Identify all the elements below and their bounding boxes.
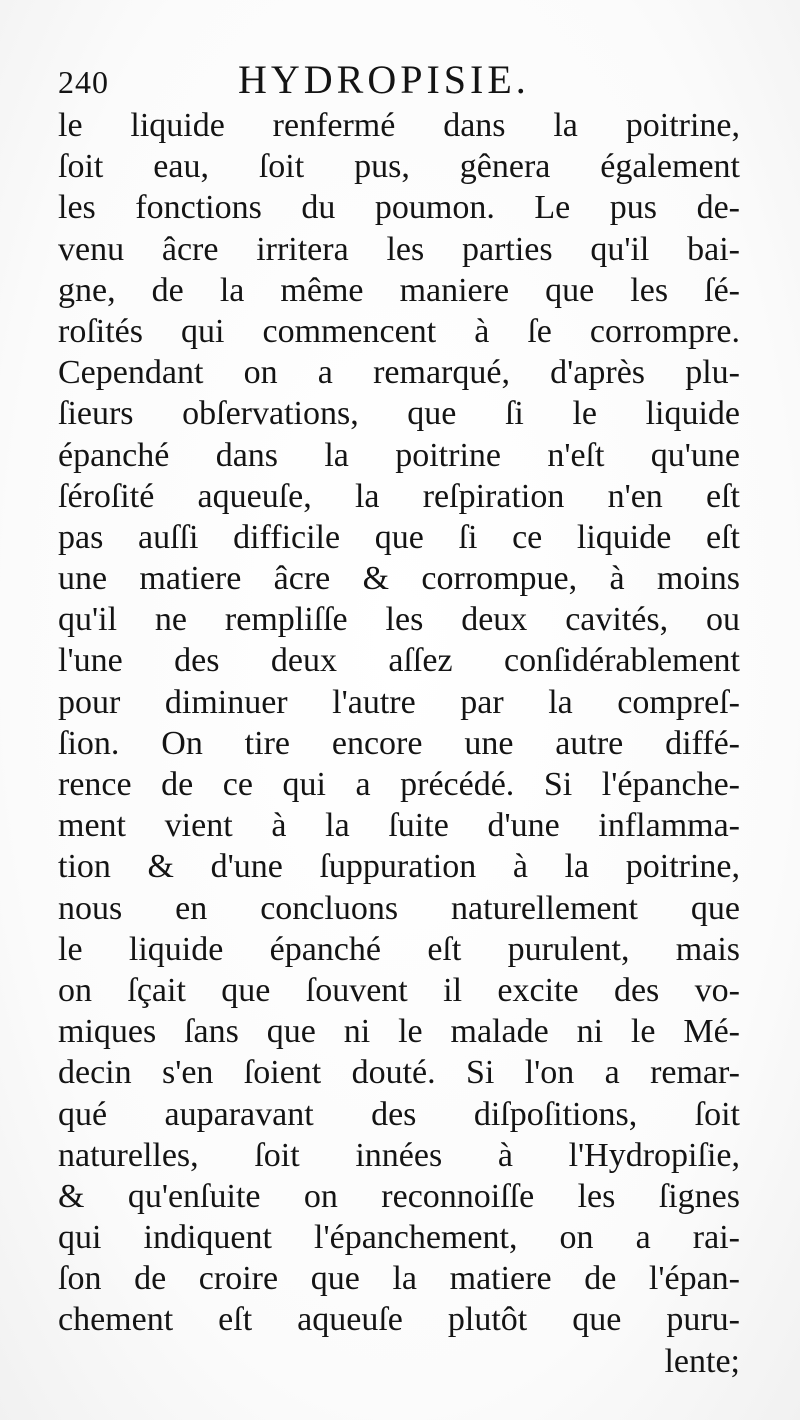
body-text bbox=[58, 105, 740, 1382]
text-line: qui indiquent l'épanchement, on a rai- bbox=[58, 1219, 740, 1257]
text-line: ment vient à la ſuite d'une inflamma- bbox=[58, 807, 740, 845]
text-line: rence de ce qui a précédé. Si l'épanche- bbox=[58, 766, 740, 803]
text-line: venu âcre irritera les parties qu'il bai- bbox=[58, 230, 740, 268]
text-line: une matiere âcre & corrompue, à moins bbox=[58, 560, 740, 598]
text-line: nous en concluons naturellement que bbox=[58, 889, 740, 927]
text-line: roſités qui commencent à ſe corrompre. bbox=[58, 312, 740, 350]
text-line: chement eſt aqueuſe plutôt que puru- bbox=[58, 1301, 740, 1339]
text-line: l'une des deux aſſez conſidérablement bbox=[58, 642, 740, 680]
text-line: qué auparavant des diſpoſitions, ſoit bbox=[58, 1095, 740, 1133]
text-line: naturelles, ſoit innées à l'Hydropiſie, bbox=[58, 1136, 740, 1174]
text-line: decin s'en ſoient douté. Si l'on a remar- bbox=[58, 1054, 740, 1092]
text-line: Cependant on a remarqué, d'après plu- bbox=[58, 354, 740, 392]
text-line: le liquide renfermé dans la poitrine, bbox=[58, 107, 740, 144]
text-line: pas auſſi difficile que ſi ce liquide eſt bbox=[58, 518, 740, 556]
text-line: les fonctions du poumon. Le pus de- bbox=[58, 189, 740, 227]
running-head: HYDROPISIE. bbox=[238, 57, 530, 102]
text-line: qu'il ne rempliſſe les deux cavités, ou bbox=[58, 601, 740, 639]
text-line: le liquide épanché eſt purulent, mais bbox=[58, 930, 740, 968]
text-line: ſieurs obſervations, que ſi le liquide bbox=[58, 395, 740, 433]
page-number: 240 bbox=[58, 64, 109, 100]
text-line: tion & d'une ſuppuration à la poitrine, bbox=[58, 848, 740, 886]
text-line: ſon de croire que la matiere de l'épan- bbox=[58, 1260, 740, 1298]
text-line: ſion. On tire encore une autre diffé- bbox=[58, 724, 740, 762]
text-line: pour diminuer l'autre par la compreſ- bbox=[58, 683, 740, 721]
text-line: ſoit eau, ſoit pus, gênera également bbox=[58, 148, 740, 186]
text-line: on ſçait que ſouvent il excite des vo- bbox=[58, 971, 740, 1009]
text-line: gne, de la même maniere que les ſé- bbox=[58, 271, 740, 309]
text-line: ſéroſité aqueuſe, la reſpiration n'en eſt bbox=[58, 477, 740, 515]
page-header bbox=[58, 54, 758, 104]
text-line-last: lente; bbox=[664, 1342, 740, 1380]
text-line: épanché dans la poitrine n'eſt qu'une bbox=[58, 436, 740, 474]
text-line: miques ſans que ni le malade ni le Mé- bbox=[58, 1013, 740, 1051]
text-line: & qu'enſuite on reconnoiſſe les ſignes bbox=[58, 1177, 740, 1215]
